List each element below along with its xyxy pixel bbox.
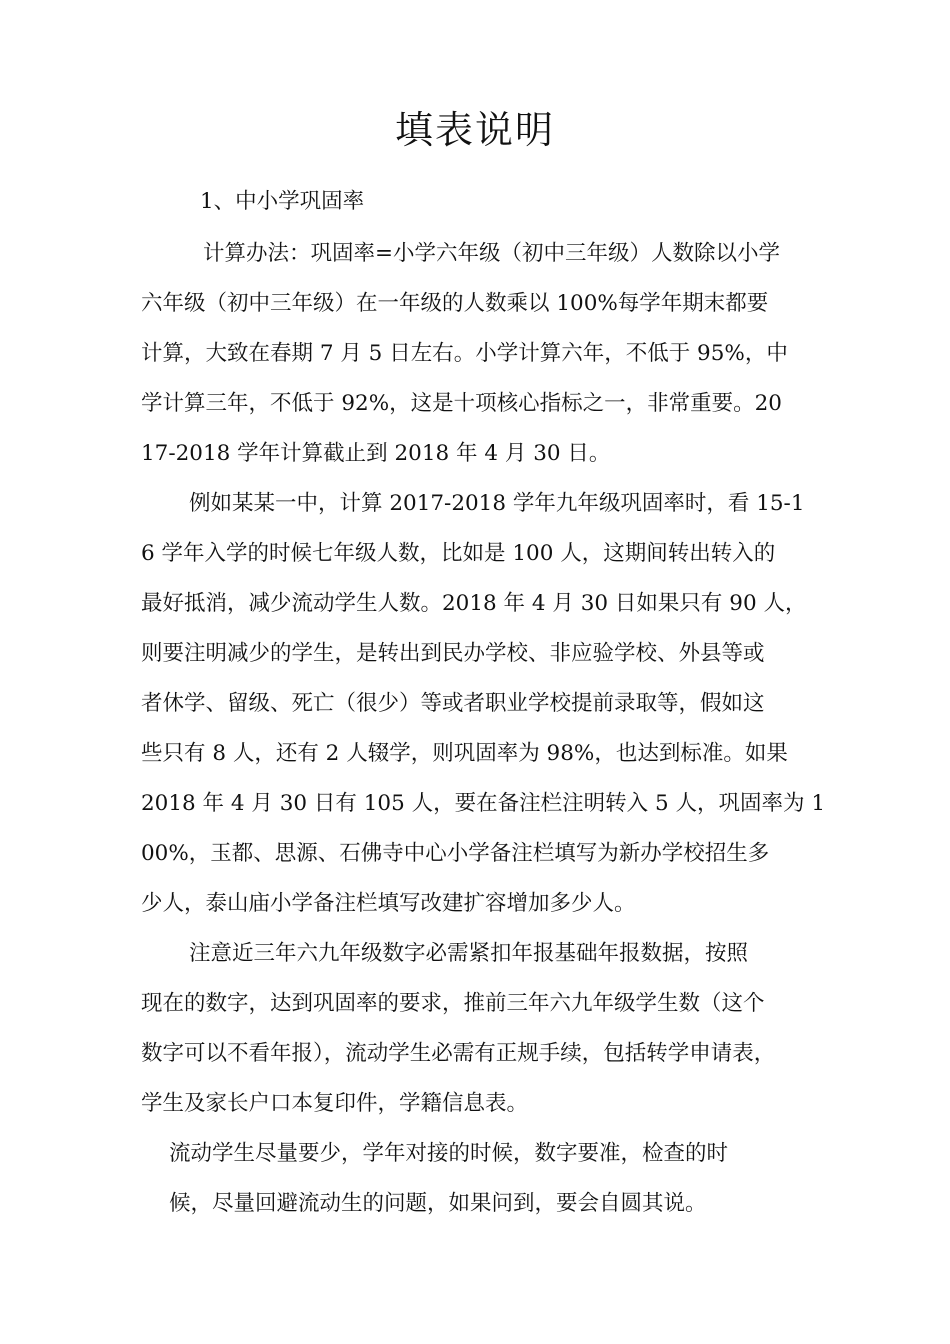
paragraph-4-line-2: 候，尽量回避流动生的问题，如果问到，要会自圆其说。 [169,1191,707,1216]
paragraph-2-line-9: 少人，泰山庙小学备注栏填写改建扩容增加多少人。 [141,891,636,916]
paragraph-2-line-8: 00%，玉都、思源、石佛寺中心小学备注栏填写为新办学校招生多 [141,841,770,866]
paragraph-2-line-6: 些只有 8 人，还有 2 人辍学，则巩固率为 98%，也达到标准。如果 [141,741,788,766]
paragraph-1-line-2: 六年级（初中三年级）在一年级的人数乘以 100%每学年期末都要 [141,291,769,316]
paragraph-2-line-7: 2018 年 4 月 30 日有 105 人，要在备注栏注明转入 5 人，巩固率为 1 [141,791,825,816]
paragraph-3-line-3: 数字可以不看年报），流动学生必需有正规手续，包括转学申请表， [141,1041,776,1066]
paragraph-3-line-4: 学生及家长户口本复印件，学籍信息表。 [141,1091,529,1116]
paragraph-2-line-2: 6 学年入学的时候七年级人数，比如是 100 人，这期间转出转入的 [141,541,776,566]
paragraph-2-line-1: 例如某某一中，计算 2017-2018 学年九年级巩固率时，看 15-1 [189,491,805,516]
paragraph-2-line-5: 者休学、留级、死亡（很少）等或者职业学校提前录取等，假如这 [141,691,765,716]
paragraph-1-line-3: 计算，大致在春期 7 月 5 日左右。小学计算六年，不低于 95%，中 [141,341,788,366]
paragraph-1-line-1: 计算办法：巩固率=小学六年级（初中三年级）人数除以小学 [203,241,781,266]
paragraph-1-line-5: 17-2018 学年计算截止到 2018 年 4 月 30 日。 [141,441,611,466]
paragraph-1-line-4: 学计算三年，不低于 92%，这是十项核心指标之一，非常重要。20 [141,391,782,416]
paragraph-3-line-2: 现在的数字，达到巩固率的要求，推前三年六九年级学生数（这个 [141,991,765,1016]
page-title: 填表说明 [394,108,555,152]
section-heading: 1、中小学巩固率 [200,189,365,214]
paragraph-2-line-3: 最好抵消，减少流动学生人数。2018 年 4 月 30 日如果只有 90 人， [141,591,807,616]
paragraph-2-line-4: 则要注明减少的学生，是转出到民办学校、非应验学校、外县等或 [141,641,765,666]
paragraph-4-line-1: 流动学生尽量要少，学年对接的时候，数字要准，检查的时 [169,1141,729,1166]
paragraph-3-line-1: 注意近三年六九年级数字必需紧扣年报基础年报数据，按照 [189,941,749,966]
